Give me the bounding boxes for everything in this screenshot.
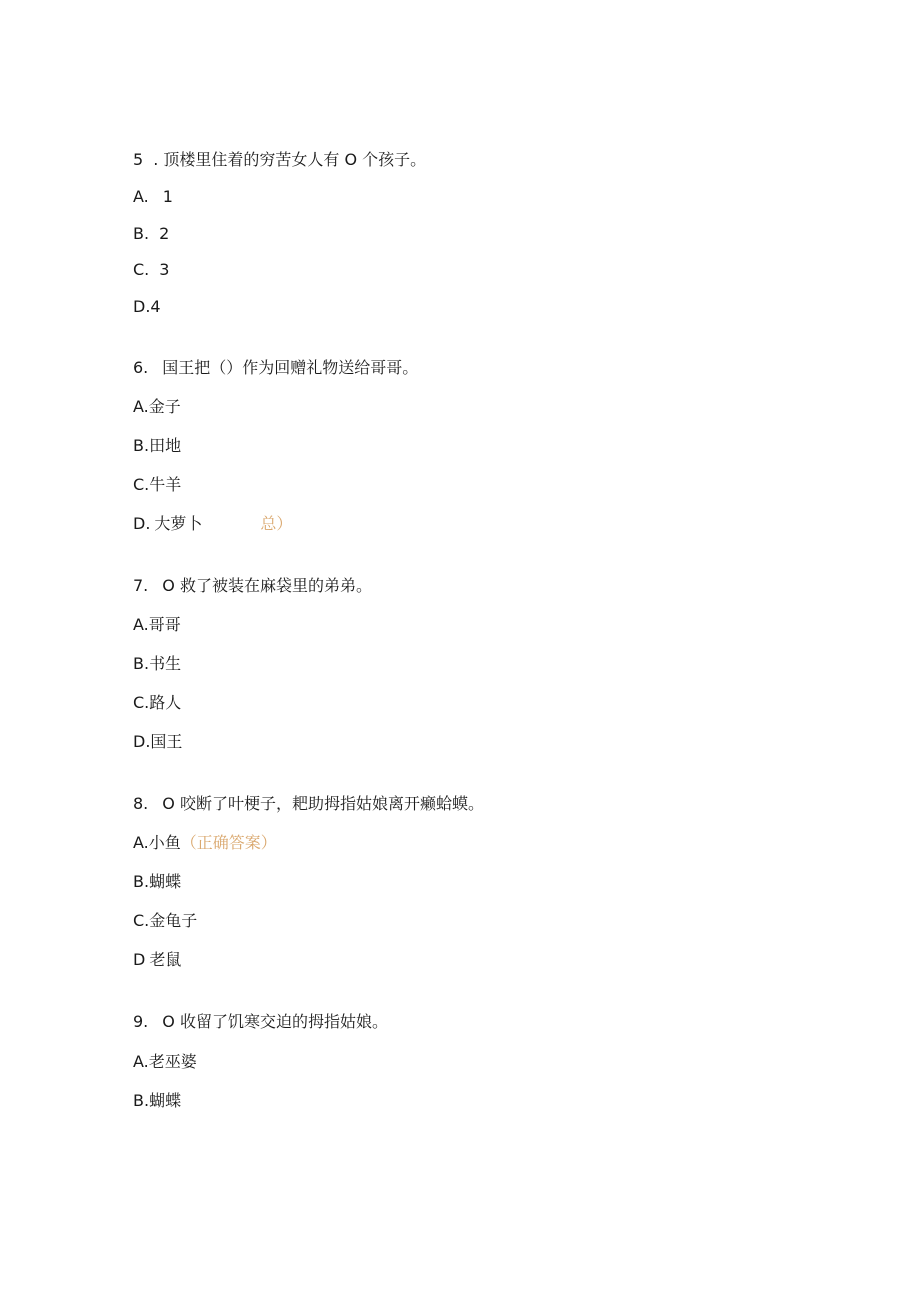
option-letter: A.: [133, 1052, 149, 1071]
option-letter: D.: [133, 732, 151, 751]
option-text: 蝴蝶: [149, 872, 182, 891]
answer-note: 总）: [260, 514, 293, 533]
option-letter: D.: [133, 297, 151, 316]
option-7c[interactable]: [133, 693, 181, 713]
option-text: 国王: [150, 732, 183, 751]
question-7: [133, 576, 372, 596]
option-text: 4: [150, 297, 161, 316]
option-letter: B.: [133, 872, 150, 891]
option-8d[interactable]: [133, 950, 181, 970]
option-7d[interactable]: [133, 732, 182, 752]
question-number: 8.: [133, 794, 149, 813]
option-text: 田地: [149, 436, 182, 455]
option-letter: D.: [133, 514, 151, 533]
option-8a[interactable]: [133, 833, 277, 853]
option-5d[interactable]: [133, 297, 161, 317]
option-5b[interactable]: [133, 224, 169, 244]
option-text: 老鼠: [149, 950, 182, 969]
option-text: 蝴蝶: [149, 1091, 182, 1110]
option-letter: B.: [133, 436, 150, 455]
option-text: 小鱼: [148, 833, 181, 852]
option-9a[interactable]: [133, 1052, 197, 1072]
option-letter: A.: [133, 397, 149, 416]
option-9b[interactable]: [133, 1091, 181, 1111]
option-letter: C.: [133, 475, 150, 494]
question-text: O 咬断了叶梗子，耙助拇指姑娘离开癞蛤蟆。: [162, 794, 484, 813]
question-8: [133, 794, 484, 814]
option-text: 2: [159, 224, 170, 243]
option-5c[interactable]: [133, 260, 169, 280]
question-number: 9.: [133, 1012, 149, 1031]
question-9: [133, 1012, 388, 1032]
option-8b[interactable]: [133, 872, 181, 892]
option-text: 哥哥: [148, 615, 181, 634]
question-5: [133, 150, 426, 170]
question-text: O 收留了饥寒交迫的拇指姑娘。: [162, 1012, 388, 1031]
option-letter: A.: [133, 833, 149, 852]
option-6c[interactable]: [133, 475, 181, 495]
option-6d[interactable]: [133, 514, 292, 534]
option-letter: A.: [133, 615, 149, 634]
option-letter: A.: [133, 187, 149, 206]
question-number: 7.: [133, 576, 149, 595]
option-text: 1: [162, 187, 173, 206]
question-6: [133, 358, 418, 378]
option-letter: B.: [133, 224, 150, 243]
option-text: 路人: [149, 693, 182, 712]
option-text: 老巫婆: [148, 1052, 197, 1071]
option-letter: D: [133, 950, 146, 969]
option-text: 大萝卜: [154, 514, 203, 533]
option-text: 书生: [149, 654, 182, 673]
option-text: 3: [159, 260, 170, 279]
option-text: 金子: [148, 397, 181, 416]
option-letter: B.: [133, 654, 150, 673]
option-6b[interactable]: [133, 436, 181, 456]
question-text: 顶楼里住着的穷苦女人有 O 个孩子。: [163, 150, 427, 169]
option-7a[interactable]: [133, 615, 181, 635]
option-letter: C.: [133, 693, 150, 712]
option-text: 牛羊: [149, 475, 182, 494]
question-number: 5: [133, 150, 144, 169]
option-letter: B.: [133, 1091, 150, 1110]
option-7b[interactable]: [133, 654, 181, 674]
question-text: 国王把（）作为回赠礼物送给哥哥。: [162, 358, 419, 377]
question-number: 6.: [133, 358, 149, 377]
question-separator: .: [153, 150, 164, 169]
option-6a[interactable]: [133, 397, 181, 417]
option-letter: C.: [133, 911, 150, 930]
question-text: O 救了被装在麻袋里的弟弟。: [162, 576, 372, 595]
option-text: 金龟子: [149, 911, 198, 930]
correct-answer-note: （正确答案）: [180, 833, 277, 852]
option-letter: C.: [133, 260, 150, 279]
option-8c[interactable]: [133, 911, 197, 931]
option-5a[interactable]: [133, 187, 173, 207]
